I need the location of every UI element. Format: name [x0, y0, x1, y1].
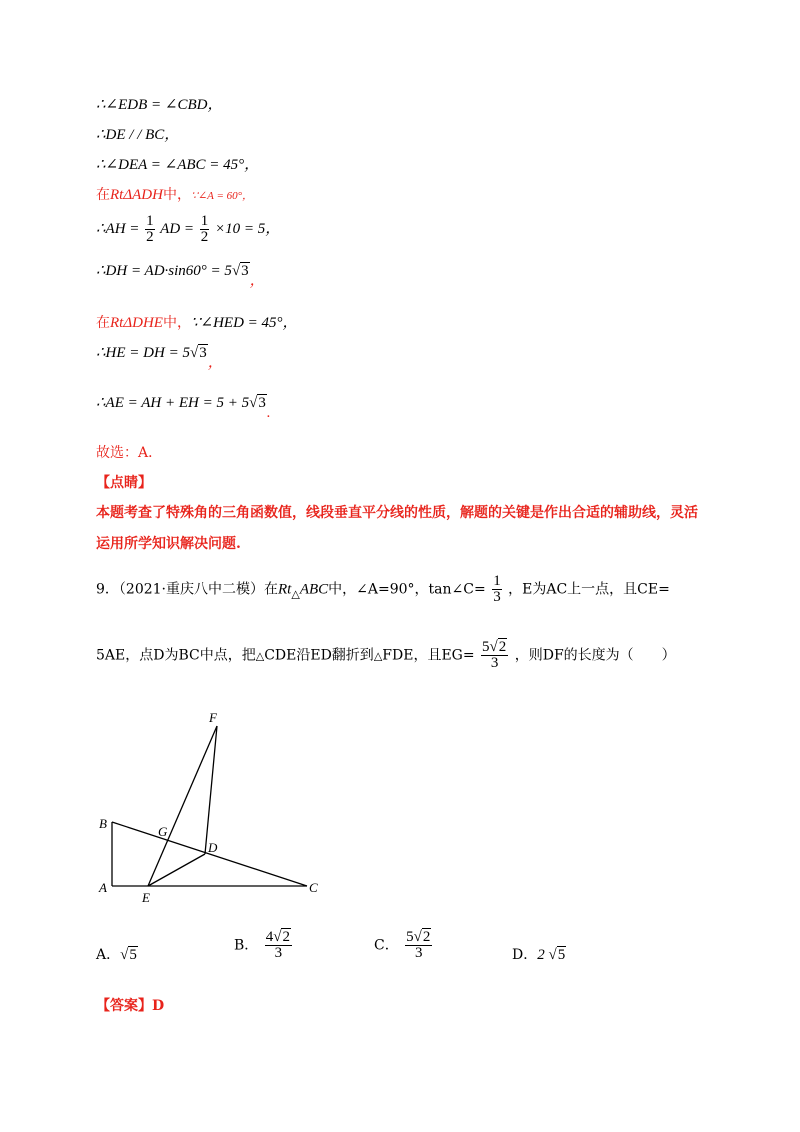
- label-e: E: [142, 890, 150, 905]
- dianjing-line-1: 本题考查了特殊角的三角函数值，线段垂直平分线的性质，解题的关键是作出合适的辅助线，灵活: [96, 505, 698, 521]
- label-f: F: [209, 710, 217, 725]
- answer-choice: 故选：A．: [96, 445, 163, 461]
- answer-title: 【答案】D: [96, 998, 165, 1014]
- label-d: D: [208, 840, 218, 855]
- step-de-parallel-bc: ∴DE / / BC，: [96, 127, 180, 143]
- segment-fd: [205, 726, 217, 854]
- label-b: B: [99, 816, 107, 831]
- segment-ed: [148, 854, 205, 886]
- step-ae-equals: ∴AE = AH + EH = 5 + 5√3.: [96, 395, 271, 421]
- step-edb-cbd: ∴∠EDB = ∠CBD，: [96, 97, 223, 113]
- step-in-triangle-dhe: 在RtΔDHE中，∵∠HED = 45°，: [96, 315, 298, 331]
- label-c: C: [309, 880, 318, 895]
- question-9-line-1: 9．（2021·重庆八中二模）在$Rt_\triangle ABC$中，∠A=90°，tan∠C= $\frac{1}{3}$ ，E为AC上一点，且CE=: [96, 573, 670, 605]
- step-he-equals: ∴HE = DH = 5√3，: [96, 345, 223, 371]
- step-dh-equals: ∴DH = AD·sin60° = 5√3，: [96, 263, 265, 289]
- option-c: C． $\frac{5√2}{3}$: [374, 929, 431, 961]
- option-a: A．√5: [96, 947, 137, 963]
- question-9-line-2: 5AE，点D为BC中点，把△CDE沿ED翻折到△FDE，且EG= $\frac{5√2}{3}$ ，则DF的长度为（ ）: [96, 639, 676, 671]
- step-ah-equals: ∴AH = $\frac{1}{2}$ AD = $\frac{1}{2}$ ×10 = 5，: [96, 213, 281, 245]
- dianjing-title: 【点睛】: [96, 475, 152, 491]
- option-d: D．2 √5: [512, 947, 566, 963]
- label-g: G: [158, 824, 168, 839]
- step-dea-abc: ∴∠DEA = ∠ABC = 45°，: [96, 157, 260, 173]
- label-a: A: [99, 880, 107, 895]
- dianjing-line-2: 运用所学知识解决问题.: [96, 536, 241, 552]
- step-in-triangle-adh: 在RtΔADH中，∵∠A = 60°，: [96, 187, 254, 203]
- option-b: B． $\frac{4√2}{3}$: [234, 929, 290, 961]
- segment-ef: [148, 726, 217, 886]
